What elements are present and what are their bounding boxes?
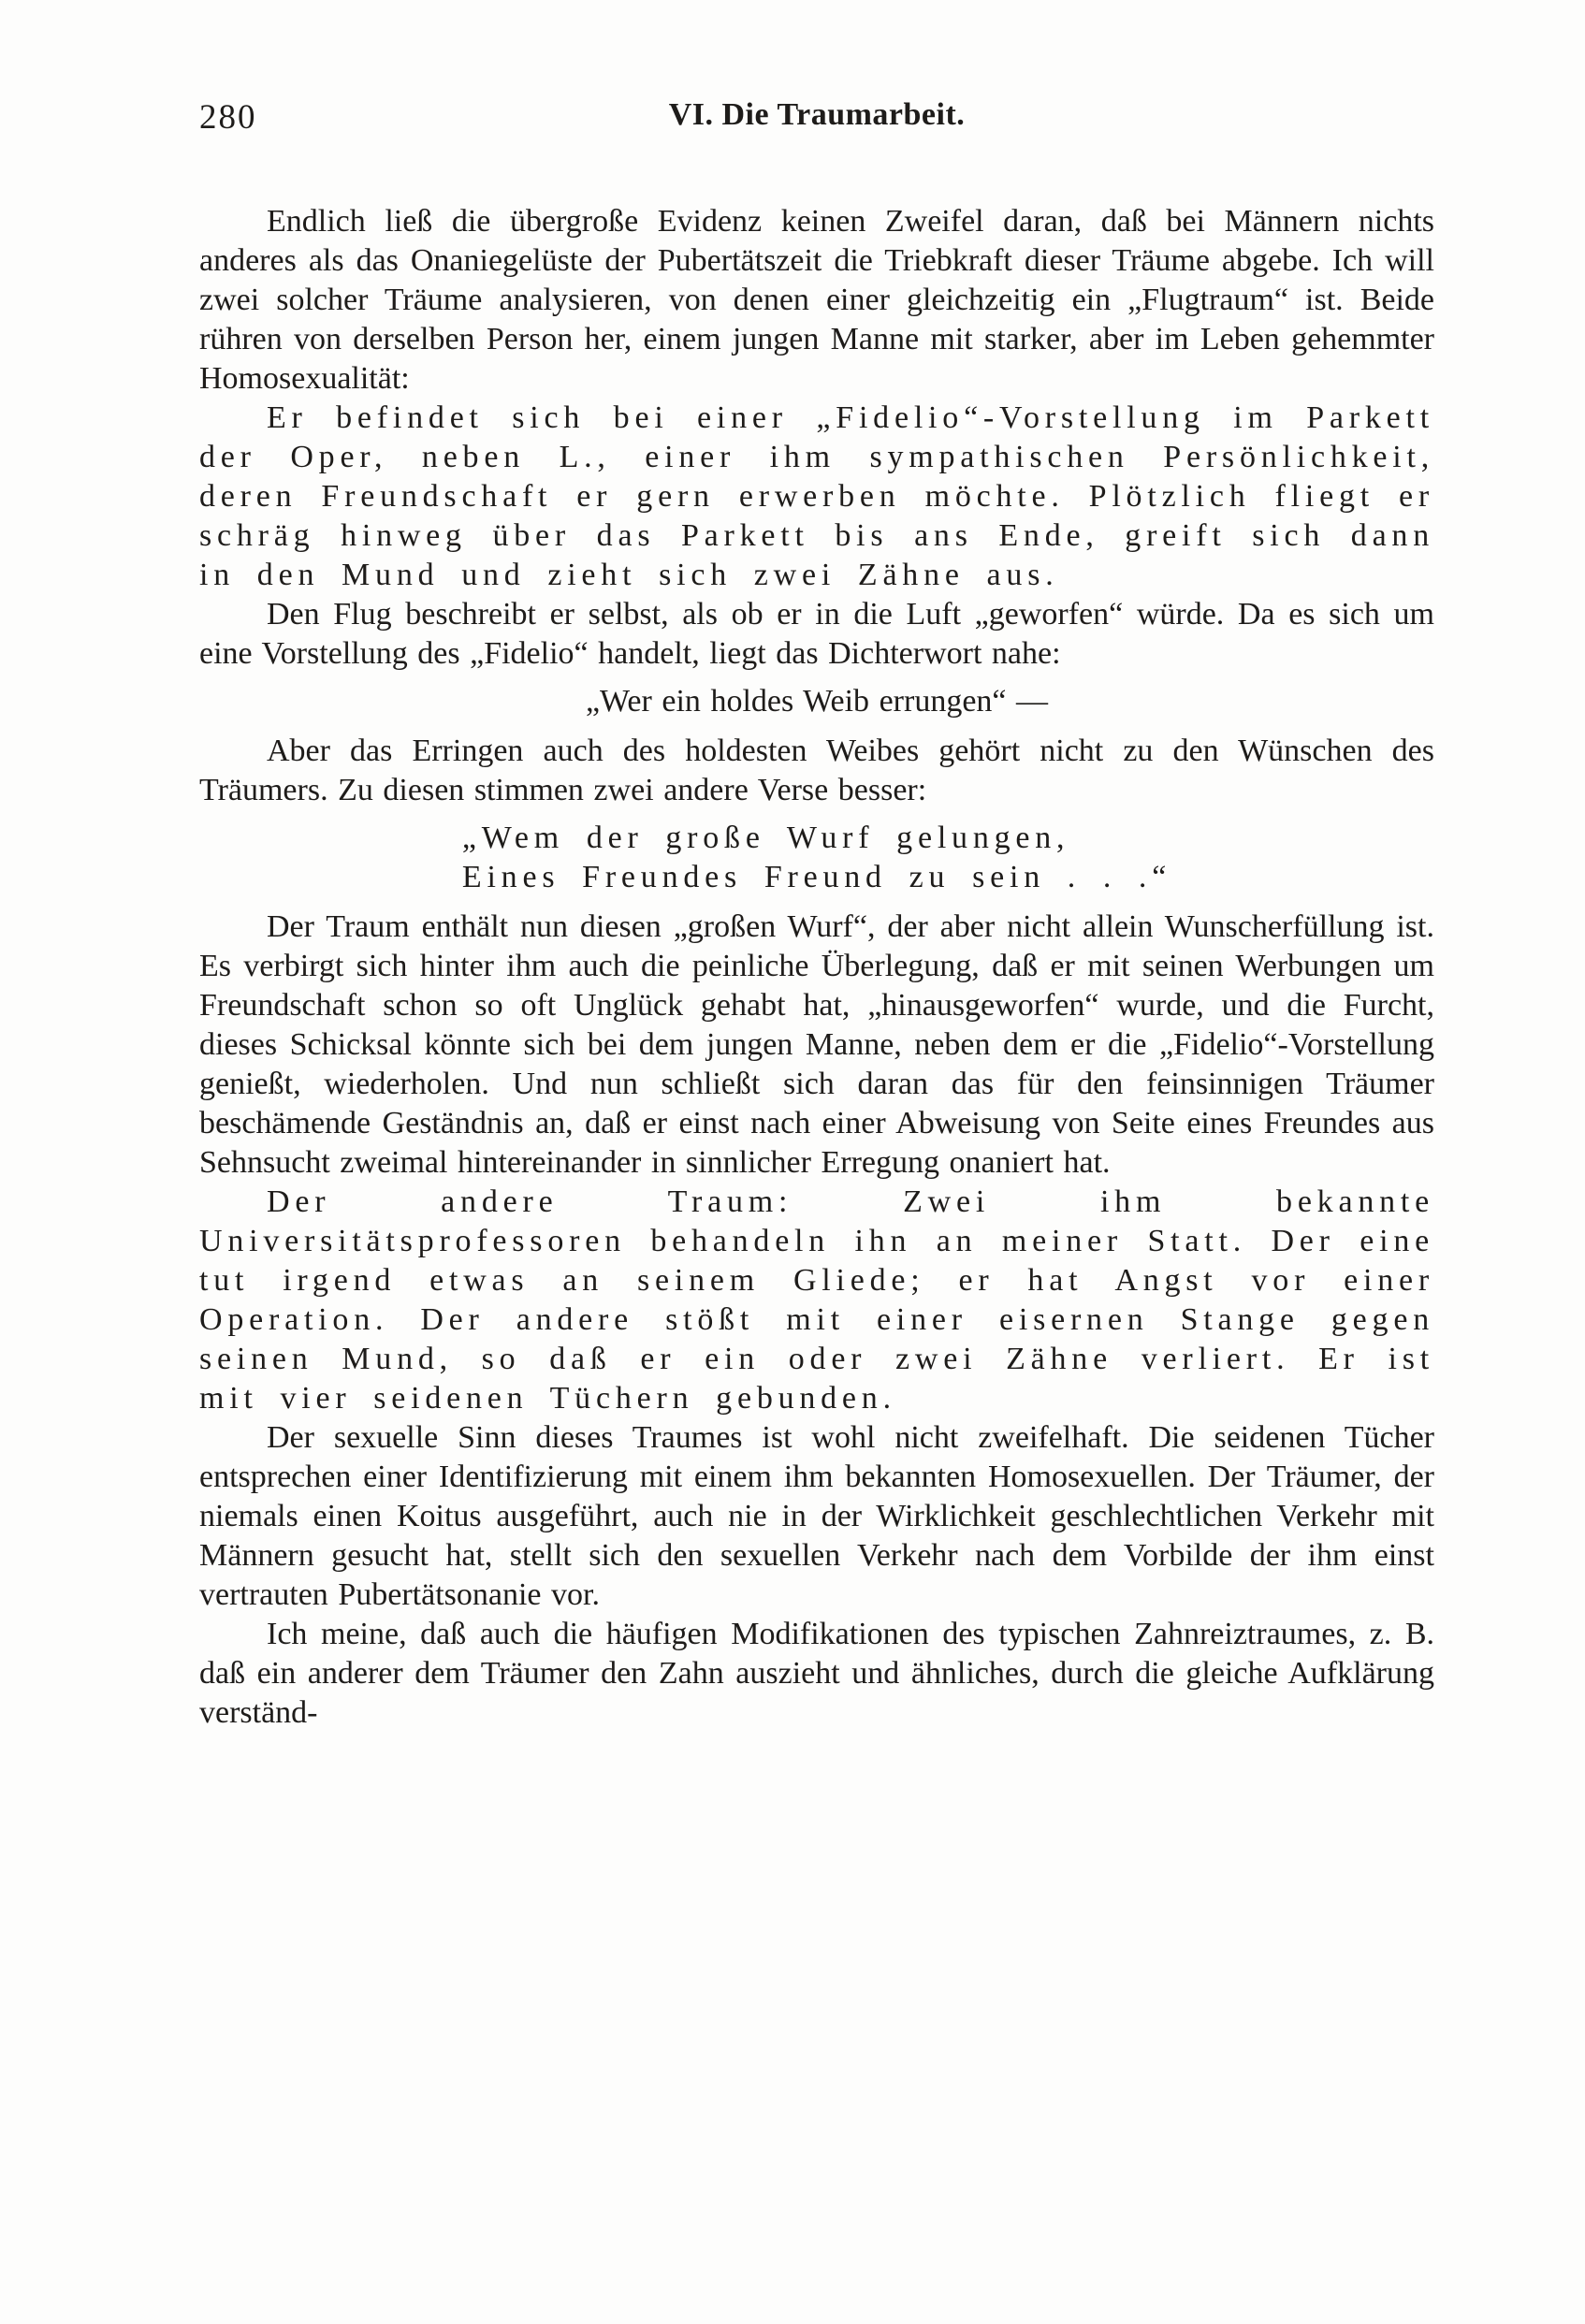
verse-line: „Wer ein holdes Weib errungen“ — [585,684,1049,719]
verse-quote-lines [462,819,1171,897]
paragraph [199,1183,1434,1418]
emphasized-text-run: Der andere Traum: Zwei ihm bekannte Universitätsprofessoren behandeln ihn an meiner Statt. Der eine tut irgend etwas an seinem Gliede; er hat Angst vor einer Operation. Der andere stößt mit einer eisernen Stange gegen seinen Mund, so daß er ein oder zwei Zähne verliert. Er ist mit vier seidenen Tüchern gebunden. [199,1184,1434,1416]
page-content [199,97,1434,1733]
text-run: Ich meine, daß auch die häufigen Modifikationen des typischen Zahnreiztraumes, z. B. daß ein anderer dem Träumer den Zahn auszieht und ähnliches, durch die gleiche Aufklärung verständ- [199,1617,1434,1730]
paragraph [199,202,1434,399]
verse-quote [199,682,1434,721]
text-run: Der sexuelle Sinn dieses Traumes ist wohl nicht zweifelhaft. Die seidenen Tücher entsprechen einer Identifizierung mit einem ihm bekannten Homosexuellen. Der Träumer, der niemals einen Koitus ausgeführt, auch nie in der Wirklichkeit geschlechtlichen Verkehr mit Männern gesucht hat, stellt sich den sexuellen Verkehr nach dem Vorbilde der ihm einst vertrauten Pubertätsonanie vor. [199,1420,1434,1612]
page-number: 280 [199,98,257,137]
verse-line: „Wem der große Wurf gelungen, [461,821,1070,855]
paragraph [199,1615,1434,1733]
text-run: Aber das Erringen auch des holdesten Weibes gehört nicht zu den Wünschen des Träumers. Zu diesen stimmen zwei andere Verse besser: [199,734,1434,807]
verse-quote-lines [586,682,1048,721]
emphasized-text-run: Er befindet sich bei einer „Fidelio“-Vorstellung im Parkett der Oper, neben L., einer ihm sympathischen Persönlichkeit, deren Freundschaft er gern erwerben möchte. Plötzlich fliegt er schräg hinweg über das Parkett bis ans Ende, greift sich dann in den Mund und zieht sich zwei Zähne aus. [199,400,1434,592]
running-title: VI. Die Traumarbeit. [668,97,966,132]
text-run: Endlich ließ die übergroße Evidenz keinen Zweifel daran, daß bei Männern nichts anderes als das Onaniegelüste der Pubertätszeit die Triebkraft dieser Träume abgebe. Ich will zwei solcher Träume analysieren, von denen einer gleichzeitig ein „Flugtraum“ ist. Beide rühren von derselben Person her, einem jungen Manne mit starker, aber im Leben gehemmter Homosexualität: [199,204,1434,396]
text-block [199,202,1434,1733]
paragraph [199,1418,1434,1615]
paragraph [199,732,1434,810]
text-run: Der Traum enthält nun diesen „großen Wurf“, der aber nicht allein Wunscherfüllung ist. Es verbirgt sich hinter ihm auch die peinliche Überlegung, daß er mit seinen Werbungen um Freundschaft schon so oft Unglück gehabt hat, „hinausgeworfen“ wurde, und die Furcht, dieses Schicksal könnte sich bei dem jungen Manne, neben dem er die „Fidelio“-Vorstellung genießt, wiederholen. Und nun schließt sich daran das für den feinsinnigen Träumer beschämende Geständnis an, daß er einst nach einer Abweisung von Seite eines Freundes aus Sehnsucht zweimal hintereinander in sinnlicher Erregung onaniert hat. [199,909,1434,1180]
verse-line: Eines Freundes Freund zu sein . . .“ [461,860,1172,894]
text-run: Den Flug beschreibt er selbst, als ob er in die Luft „geworfen“ würde. Da es sich um eine Vorstellung des „Fidelio“ handelt, liegt das Dichterwort nahe: [199,597,1434,671]
paragraph [199,399,1434,595]
verse-quote [199,819,1434,897]
paragraph [199,595,1434,674]
paragraph [199,908,1434,1183]
page-header [199,97,1434,142]
